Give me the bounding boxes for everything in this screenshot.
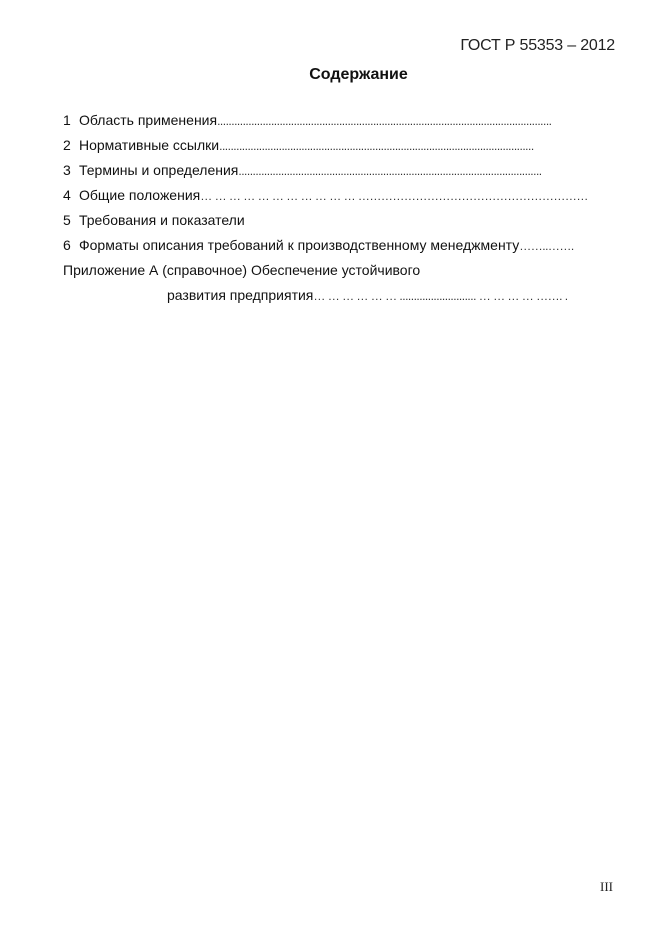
toc-item-text: Область применения	[79, 112, 218, 128]
toc-item-3[interactable]	[63, 162, 613, 187]
toc-dot-leader: ......................................................................................................................	[217, 114, 552, 128]
toc-item-number: 5	[63, 212, 71, 228]
toc-item-1[interactable]	[63, 112, 613, 137]
toc-item-number: 2	[63, 137, 71, 153]
toc-item-number: 4	[63, 187, 71, 203]
toc-item-5[interactable]	[63, 212, 613, 237]
toc-item-text: Термины и определения	[79, 162, 239, 178]
toc-item-text: Форматы описания требований к производственному менеджменту	[79, 237, 520, 253]
toc-item-2[interactable]	[63, 137, 613, 162]
page-number: III	[600, 879, 613, 894]
toc-dot-leader: ...........................................................................................................	[238, 164, 542, 178]
toc-dot-leader: … … … … … … ........................... … … … … ……. .	[313, 289, 568, 303]
toc-dot-leader: ……..…….	[519, 239, 574, 253]
toc-item-text: Общие положения	[79, 187, 201, 203]
toc-item-number: 6	[63, 237, 71, 253]
table-of-contents	[63, 112, 613, 312]
toc-dot-leader: ...............................................................................................................	[219, 139, 534, 153]
toc-item-6[interactable]	[63, 237, 613, 262]
toc-item-number: 1	[63, 112, 71, 128]
toc-item-text: Требования и показатели	[79, 212, 245, 228]
toc-dot-leader: … … … … … … … … … … … ……………………………………………………	[200, 189, 588, 203]
toc-item-text: Нормативные ссылки	[79, 137, 220, 153]
toc-item-4[interactable]	[63, 187, 613, 212]
document-code-header: ГОСТ Р 55353 – 2012	[460, 37, 615, 54]
toc-appendix-a[interactable]	[63, 262, 613, 287]
toc-item-number: 3	[63, 162, 71, 178]
toc-appendix-title-cont: развития предприятия	[167, 287, 314, 303]
toc-appendix-a-continued[interactable]	[63, 287, 613, 312]
page-title: Содержание	[309, 66, 408, 83]
toc-appendix-title: Приложение А (справочное) Обеспечение устойчивого	[63, 262, 421, 278]
